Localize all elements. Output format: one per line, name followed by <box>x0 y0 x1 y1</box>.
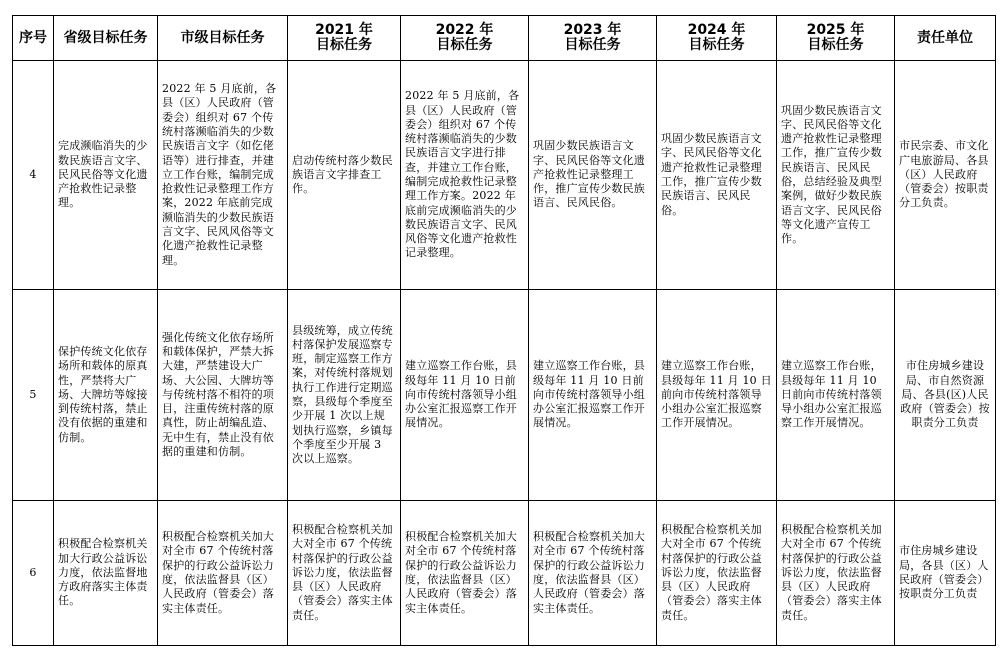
cell-2022: 2022 年 5 月底前，各县（区）人民政府（管委会）组织对 67 个传统村落濒临消失的少数民族语言文字进行排查，并建立工作台账，编制完成抢救性记录整理工作方案。2022 年底前完成濒临消失的少数民族语言文字、民风风俗等文化遗产抢救性记录整理。 <box>401 61 529 290</box>
cell-2021: 县级统筹，成立传统村落保护发展巡察专班，制定巡察工作方案，对传统村落规划执行工作进行定期巡察，县级每个季度至少开展 1 次以上规划执行巡察，乡镇每个季度至少开展 3 次以上巡察。 <box>288 290 401 501</box>
cell-seq: 4 <box>13 61 54 290</box>
cell-province: 保护传统文化依存场所和载体的原真性，严禁将大广场、大牌坊等嫁接到传统村落，禁止没有依据的重建和仿制。 <box>54 290 158 501</box>
header-2023: 2023 年 目标任务 <box>529 16 657 61</box>
cell-unit: 市住房城乡建设局，各县（区）人民政府（管委会）按职责分工负责 <box>895 501 996 646</box>
table-row <box>13 290 996 501</box>
cell-city: 2022 年 5 月底前，各县（区）人民政府（管委会）组织对 67 个传统村落濒临消失的少数民族语言文字（如仡佬语等）进行排查，并建立工作台账，编制完成抢救性记录整理工作方案，2022 年底前完成濒临消失的少数民族语言文字、民风风俗等文化遗产抢救性记录整理。 <box>158 61 288 290</box>
cell-2021: 启动传统村落少数民族语言文字排查工作。 <box>288 61 401 290</box>
table-row <box>13 61 996 290</box>
header-seq: 序号 <box>13 16 54 61</box>
header-city: 市级目标任务 <box>158 16 288 61</box>
cell-2023: 积极配合检察机关加大对全市 67 个传统村落保护的行政公益诉讼力度，依法监督县（区）人民政府（管委会）落实主体责任。 <box>529 501 657 646</box>
header-2025: 2025 年 目标任务 <box>777 16 895 61</box>
cell-province: 完成濒临消失的少数民族语言文字、民风民俗等文化遗产抢救性记录整理。 <box>54 61 158 290</box>
cell-province: 积极配合检察机关加大行政公益诉讼力度，依法监督地方政府落实主体责任。 <box>54 501 158 646</box>
cell-2025: 巩固少数民族语言文字、民风民俗等文化遗产抢救性记录整理工作，推广宣传少数民族语言、民风民俗，总结经验及典型案例，做好少数民族语言文字、民风民俗等文化遗产宣传工作。 <box>777 61 895 290</box>
cell-2021: 积极配合检察机关加大对全市 67 个传统村落保护的行政公益诉讼力度，依法监督县（区）人民政府（管委会）落实主体责任。 <box>288 501 401 646</box>
cell-unit: 市民宗委、市文化广电旅游局、各县（区）人民政府（管委会）按职责分工负责。 <box>895 61 996 290</box>
cell-seq: 6 <box>13 501 54 646</box>
cell-unit: 市住房城乡建设局、市自然资源局、各县(区)人民政府（管委会）按职责分工负责 <box>895 290 996 501</box>
cell-2025: 积极配合检察机关加大对全市 67 个传统村落保护的行政公益诉讼力度，依法监督县（区）人民政府（管委会）落实主体责任。 <box>777 501 895 646</box>
table-row <box>13 501 996 646</box>
cell-2022: 建立巡察工作台账，县级每年 11 月 10 日前向市传统村落领导小组办公室汇报巡察工作开展情况。 <box>401 290 529 501</box>
header-2024: 2024 年 目标任务 <box>657 16 777 61</box>
cell-2024: 积极配合检察机关加大对全市 67 个传统村落保护的行政公益诉讼力度，依法监督县（区）人民政府（管委会）落实主体责任。 <box>657 501 777 646</box>
header-2022: 2022 年 目标任务 <box>401 16 529 61</box>
cell-2025: 建立巡察工作台账，县级每年 11 月 10 日前向市传统村落领导小组办公室汇报巡察工作开展情况。 <box>777 290 895 501</box>
header-2021: 2021 年 目标任务 <box>288 16 401 61</box>
header-province: 省级目标任务 <box>54 16 158 61</box>
header-unit: 责任单位 <box>895 16 996 61</box>
cell-seq: 5 <box>13 290 54 501</box>
cell-2024: 巩固少数民族语言文字、民风民俗等文化遗产抢救性记录整理工作，推广宣传少数民族语言、民风民俗。 <box>657 61 777 290</box>
target-task-table <box>12 15 996 646</box>
cell-2024: 建立巡察工作台账，县级每年 11 月 10 日前向市传统村落领导小组办公室汇报巡察工作开展情况。 <box>657 290 777 501</box>
header-row <box>13 16 996 61</box>
cell-2023: 巩固少数民族语言文字、民风民俗等文化遗产抢救性记录整理工作，推广宣传少数民族语言、民风民俗。 <box>529 61 657 290</box>
cell-city: 积极配合检察机关加大对全市 67 个传统村落保护的行政公益诉讼力度，依法监督县（区）人民政府（管委会）落实主体责任。 <box>158 501 288 646</box>
cell-2023: 建立巡察工作台账，县级每年 11 月 10 日前向市传统村落领导小组办公室汇报巡察工作开展情况。 <box>529 290 657 501</box>
cell-2022: 积极配合检察机关加大对全市 67 个传统村落保护的行政公益诉讼力度，依法监督县（区）人民政府（管委会）落实主体责任。 <box>401 501 529 646</box>
cell-city: 强化传统文化依存场所和载体保护，严禁大拆大建，严禁建设大广场、大公园、大牌坊等与传统村落不相符的项目，注重传统村落的原真性，防止胡编乱造、无中生有，禁止没有依据的重建和仿制。 <box>158 290 288 501</box>
